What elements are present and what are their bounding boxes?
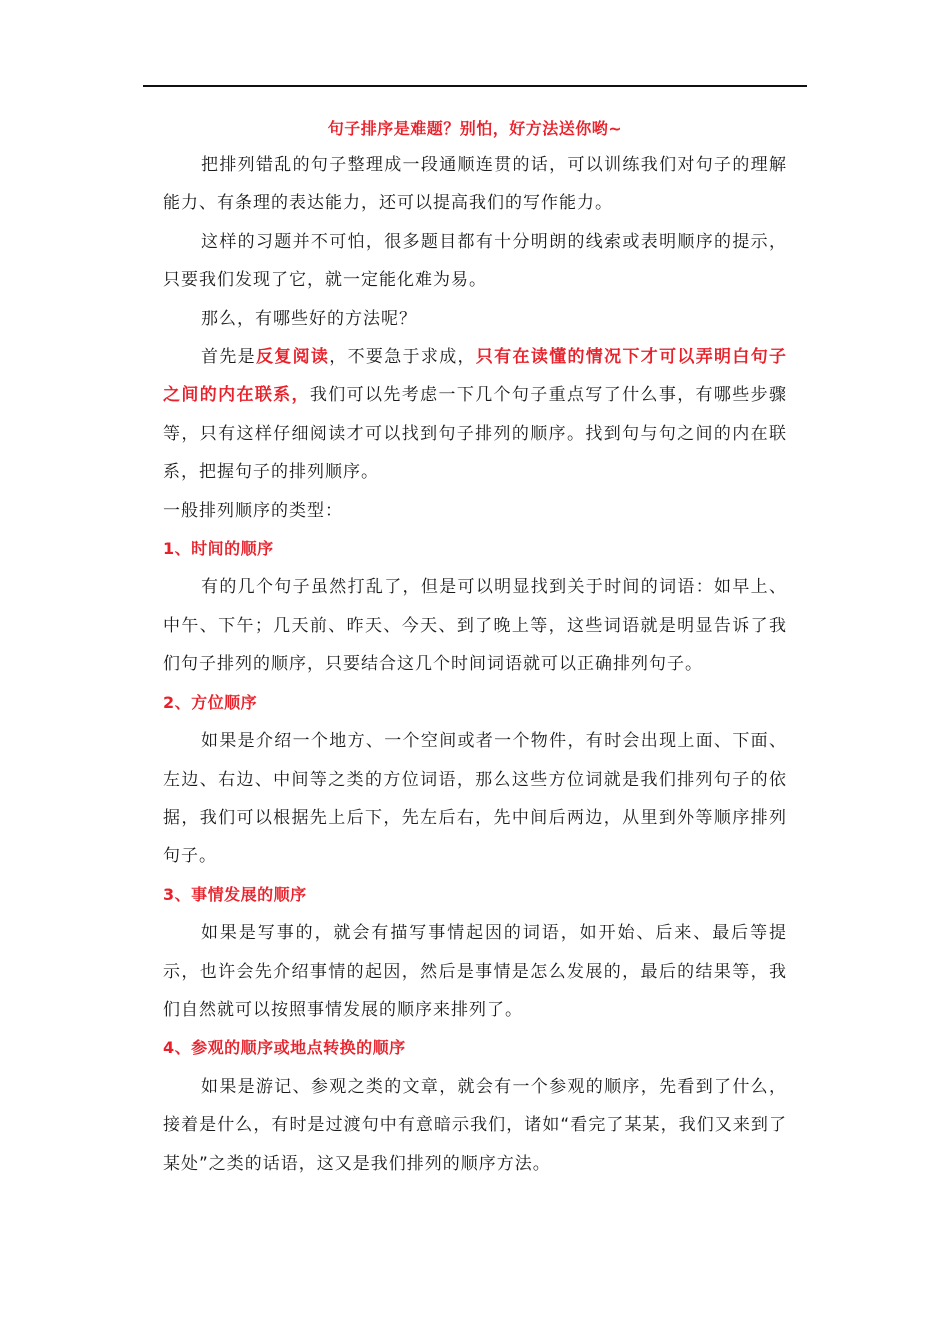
article-body [163, 112, 787, 1183]
method-highlight-reading: 反复阅读 [255, 347, 330, 368]
intro-paragraph-1: 把排列错乱的句子整理成一段通顺连贯的话，可以训练我们对句子的理解能力、有条理的表达能力，还可以提高我们的写作能力。 [163, 155, 787, 214]
method-lead: 首先是 [201, 347, 256, 368]
method-rest: 我们可以先考虑一下几个句子重点写了什么事，有哪些步骤等，只有这样仔细阅读才可以找到句子排列的顺序。找到句与句之间的内在联系，把握句子的排列顺序。 [163, 385, 788, 483]
intro-paragraph-2: 这样的习题并不可怕，很多题目都有十分明朗的线索或表明顺序的提示，只要我们发现了它，就一定能化难为易。 [163, 231, 787, 291]
section-body-visit: 如果是游记、参观之类的文章，就会有一个参观的顺序，先看到了什么，接着是什么，有时是过渡句中有意暗示我们，诸如“看完了某某，我们又来到了某处”之类的话语，这又是我们排列的顺序方法。 [163, 1076, 787, 1174]
intro-paragraph-3: 那么，有哪些好的方法呢？ [201, 308, 417, 329]
method-highlight-understanding: 只有在读懂的情况下才可以弄明白句子之间的内在联系， [163, 347, 788, 406]
types-intro: 一般排列顺序的类型： [163, 500, 343, 521]
article-title: 句子排序是难题？别怕，好方法送你哟~ [327, 119, 623, 138]
section-body-time: 有的几个句子虽然打乱了，但是可以明显找到关于时间的词语：如早上、中午、下午；几天前、昨天、今天、到了晚上等，这些词语就是明显告诉了我们句子排列的顺序，只要结合这几个时间词语就可以正确排列句子。 [163, 577, 787, 675]
header-rule [143, 85, 807, 87]
section-heading-events: 3、事情发展的顺序 [163, 884, 307, 904]
method-paragraph [163, 338, 787, 492]
section-heading-position: 2、方位顺序 [163, 692, 258, 712]
section-body-events: 如果是写事的，就会有描写事情起因的词语，如开始、后来、最后等提示，也许会先介绍事情的起因，然后是事情是怎么发展的，最后的结果等，我们自然就可以按照事情发展的顺序来排列了。 [163, 923, 787, 1020]
section-body-position: 如果是介绍一个地方、一个空间或者一个物件，有时会出现上面、下面、左边、右边、中间等之类的方位词语，那么这些方位词就是我们排列句子的依据，我们可以根据先上后下，先左后右，先中间后两边，从里到外等顺序排列句子。 [163, 731, 787, 867]
method-middle: ，不要急于求成， [329, 347, 476, 368]
section-heading-time: 1、时间的顺序 [163, 539, 274, 559]
section-heading-visit: 4、参观的顺序或地点转换的顺序 [163, 1038, 406, 1058]
